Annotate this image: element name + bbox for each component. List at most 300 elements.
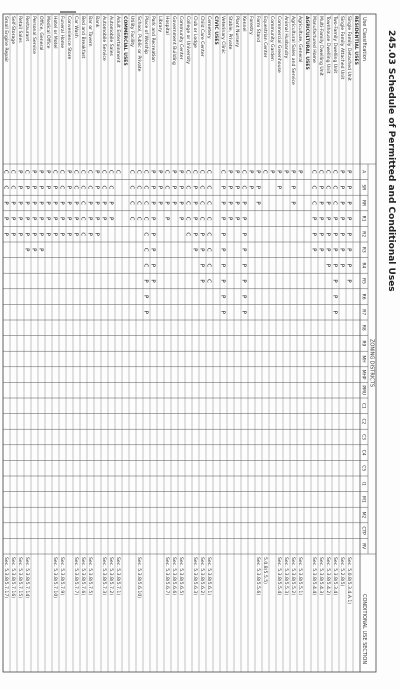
use-cell-value: P — [310, 248, 317, 252]
district-label-c5: C5 — [360, 465, 366, 472]
use-cell-value: C — [100, 185, 107, 190]
district-label-rr: RR — [360, 199, 366, 207]
use-cell-value: C — [198, 169, 205, 174]
use-cell-value: C — [2, 169, 9, 174]
use-cell-value: C — [205, 169, 212, 174]
use-cell-value: C — [135, 169, 142, 174]
use-cell-value: C — [184, 169, 191, 174]
use-cell-value: P — [191, 185, 198, 190]
use-cell-value: P — [72, 232, 79, 236]
use-cell-value: C — [100, 169, 107, 174]
use-cell-value: P — [331, 216, 338, 221]
district-label-a: A — [360, 170, 366, 174]
use-cell-value: P — [198, 263, 205, 268]
use-cell-value: P — [338, 216, 345, 221]
conditional-use-section-ref: Sec. 5.3.8(5.5.4) — [275, 557, 281, 596]
use-cell-value: P — [219, 279, 226, 283]
use-cell-value: C — [128, 201, 135, 205]
use-label: Two-Family Dwelling Unit — [331, 16, 337, 74]
use-cell-value: C — [51, 169, 58, 174]
use-cell-value: P — [226, 170, 233, 174]
conditional-use-section-ref: 5.0.8(5.5.5) — [261, 557, 267, 584]
use-cell-value: P — [44, 185, 51, 190]
use-label: RESIDENTIAL USES — [352, 16, 358, 65]
use-cell-value: P — [51, 201, 58, 205]
use-cell-value: P — [2, 201, 9, 205]
use-cell-value: P — [331, 310, 338, 314]
use-cell-value: C — [128, 169, 135, 174]
district-label-r3: R3 — [360, 246, 366, 253]
use-cell-value: P — [65, 185, 72, 190]
use-cell-value: P — [345, 170, 352, 174]
use-cell-value: P — [317, 216, 324, 221]
use-label: Club or Lodge — [191, 16, 197, 48]
use-cell-value: P — [149, 216, 156, 221]
use-cell-value: P — [16, 201, 23, 205]
district-label-r6: R6 — [360, 293, 366, 300]
use-label: Community Center — [177, 16, 183, 60]
use-cell-value: P — [198, 248, 205, 252]
use-cell-value: P — [2, 232, 9, 236]
use-cell-value: P — [72, 201, 79, 205]
district-label-r5: R5 — [360, 278, 366, 284]
use-cell-value: P — [16, 185, 23, 190]
document-title: 245.03 Schedule of Permitted and Conditional Uses — [386, 30, 396, 292]
use-cell-value: P — [198, 279, 205, 283]
use-label: Funeral Home — [58, 16, 64, 49]
use-cell-value: P — [345, 263, 352, 268]
use-cell-value: P — [37, 170, 44, 174]
use-cell-value: P — [226, 216, 233, 221]
use-label: Automobile Sales — [107, 16, 113, 56]
district-label-c4: C4 — [360, 449, 366, 456]
use-cell-value: P — [72, 216, 79, 221]
use-cell-value: P — [23, 216, 30, 221]
use-cell-value: P — [338, 185, 345, 190]
use-label: Library — [156, 16, 162, 33]
use-cell-value: P — [310, 232, 317, 236]
use-cell-value: P — [310, 216, 317, 221]
use-cell-value: C — [331, 169, 338, 174]
conditional-use-section-ref: Sec. 5.3.8(5.6.6) — [170, 557, 176, 596]
use-cell-value: C — [163, 185, 170, 190]
use-cell-value: P — [93, 201, 100, 205]
use-cell-value: P — [233, 216, 240, 221]
use-label: Self-Storage — [9, 16, 15, 45]
conditional-use-section-ref: Sec. 5.3.8(5.5.6) — [254, 557, 260, 596]
use-cell-value: P — [338, 170, 345, 174]
use-label: Animal Husbandry — [282, 16, 288, 59]
use-cell-value: P — [177, 185, 184, 190]
use-cell-value: C — [261, 169, 268, 174]
district-label-r1: R1 — [360, 215, 366, 222]
use-cell-value: P — [324, 263, 331, 268]
use-cell-value: P — [233, 185, 240, 190]
use-cell-value: P — [289, 170, 296, 174]
use-cell-value: P — [23, 232, 30, 236]
use-cell-value: C — [114, 169, 121, 174]
use-cell-value: P — [37, 185, 44, 190]
use-label: Car Wash — [72, 16, 78, 38]
use-cell-value: P — [58, 232, 65, 236]
use-cell-value: P — [58, 201, 65, 205]
use-cell-value: C — [163, 169, 170, 174]
use-cell-value: P — [93, 185, 100, 190]
use-cell-value: C — [310, 169, 317, 174]
use-cell-value: P — [338, 232, 345, 236]
use-cell-value: C — [142, 232, 149, 237]
use-cell-value: C — [142, 247, 149, 252]
conditional-use-section-ref: Sec. 5.3.8(5.6.2) — [198, 557, 204, 596]
use-cell-value: P — [177, 170, 184, 174]
use-cell-value: P — [338, 201, 345, 205]
use-cell-value: P — [142, 279, 149, 283]
use-cell-value: P — [65, 201, 72, 205]
conditional-use-section-ref: Sec. 5.3.8(5.3.4) — [331, 557, 337, 596]
district-label-c1: C1 — [360, 402, 366, 409]
district-label-r4: R4 — [360, 262, 366, 269]
use-cell-value: C — [205, 232, 212, 237]
use-cell-value: P — [149, 170, 156, 174]
conditional-use-section-header: CONDITIONAL USE SECTION — [361, 594, 367, 665]
use-label: Community Garden — [268, 16, 274, 61]
use-cell-value: P — [331, 279, 338, 283]
conditional-use-section-ref: Sec. 5.3.8(5.7.7) — [72, 557, 78, 596]
use-label: Cemetery — [205, 16, 211, 39]
use-cell-value: P — [226, 201, 233, 205]
use-label: Farm Stand — [254, 16, 260, 43]
conditional-use-section-ref: Sec. 5.3.8(5.5.3) — [282, 557, 288, 596]
use-cell-value: P — [149, 279, 156, 283]
use-cell-value: C — [79, 232, 86, 237]
use-cell-value: P — [233, 201, 240, 205]
use-cell-value: P — [149, 185, 156, 190]
use-label: Single Family Attached Unit — [338, 16, 344, 80]
use-cell-value: P — [51, 216, 58, 221]
use-cell-value: P — [86, 201, 93, 205]
use-cell-value: P — [324, 216, 331, 221]
use-cell-value: P — [219, 201, 226, 205]
use-cell-value: P — [282, 170, 289, 174]
use-cell-value: C — [142, 201, 149, 205]
use-cell-value: P — [156, 185, 163, 190]
use-label: Medical Office — [44, 16, 50, 49]
use-cell-value: C — [331, 185, 338, 190]
conditional-use-section-ref: Sec. 5.3.8(5.6.1) — [205, 557, 211, 596]
use-cell-value: C — [107, 185, 114, 190]
use-cell-value: P — [254, 170, 261, 174]
use-cell-value: C — [184, 185, 191, 190]
use-cell-value: P — [338, 263, 345, 268]
use-cell-value: C — [135, 216, 142, 221]
use-cell-value: P — [51, 185, 58, 190]
district-label-m1: M1 — [360, 496, 366, 503]
use-label: Park and Recreation — [149, 16, 155, 63]
district-label-r9: R9 — [360, 340, 366, 347]
use-cell-value: P — [44, 201, 51, 205]
use-cell-value: C — [205, 279, 212, 283]
use-cell-value: P — [226, 185, 233, 190]
use-cell-value: P — [170, 201, 177, 205]
use-cell-value: P — [16, 216, 23, 221]
use-cell-value: P — [219, 248, 226, 252]
use-cell-value: P — [275, 170, 282, 174]
conditional-use-section-ref: Sec. 5.3.8(5.7.10) — [51, 557, 57, 599]
use-cell-value: C — [240, 169, 247, 174]
use-cell-value: P — [191, 216, 198, 221]
use-label: COMMERCIAL USES — [121, 16, 127, 66]
use-cell-value: C — [184, 232, 191, 237]
use-cell-value: P — [240, 279, 247, 283]
use-cell-value: C — [184, 216, 191, 221]
use-label: Small Engine Repair — [2, 16, 8, 63]
use-cell-value: C — [86, 185, 93, 190]
use-label: Townhouse Dwelling Unit — [324, 16, 330, 74]
use-cell-value: P — [240, 263, 247, 268]
conditional-use-section-ref: Sec. 5.3.8(5.7.5) — [86, 557, 92, 596]
use-cell-value: P — [345, 201, 352, 205]
use-cell-value: P — [289, 185, 296, 190]
use-cell-value: P — [30, 248, 37, 252]
conditional-use-section-ref: Sec. 5.3.8(5.7.15) — [16, 557, 22, 599]
conditional-use-section-ref: Sec. 5.3.8(5.4.4) — [310, 557, 316, 596]
use-cell-value: P — [219, 310, 226, 314]
use-cell-value: P — [275, 185, 282, 190]
use-cell-value: P — [65, 232, 72, 236]
use-cell-value: C — [317, 169, 324, 174]
use-cell-value: C — [198, 185, 205, 190]
use-label: Government Building — [170, 16, 176, 65]
use-cell-value: C — [184, 201, 191, 205]
district-label-mh: MH — [360, 355, 366, 363]
use-label: Multi-Family Dwelling Unit — [317, 16, 323, 76]
use-label: CIVIC USES — [212, 16, 218, 45]
use-cell-value: P — [219, 216, 226, 221]
use-cell-value: P — [30, 185, 37, 190]
use-label: Restaurant — [23, 16, 29, 42]
use-cell-value: C — [72, 185, 79, 190]
use-cell-value: P — [268, 170, 275, 174]
conditional-use-section-ref: Sec. 5.3.8(5.6.3) — [191, 557, 197, 596]
use-cell-value: C — [142, 216, 149, 221]
use-cell-value: P — [156, 170, 163, 174]
conditional-use-section-ref: Sec. 5.3.8(5.7.1) — [114, 557, 120, 596]
conditional-use-section-ref: Sec. 5.3.8(5.4.3) — [317, 557, 323, 596]
use-cell-value: C — [205, 185, 212, 190]
use-cell-value: C — [9, 185, 16, 190]
district-label-r8: R8 — [360, 324, 366, 331]
use-cell-value: P — [317, 248, 324, 252]
use-label: Personal Service — [30, 16, 36, 54]
use-cell-value: P — [240, 294, 247, 299]
use-cell-value: P — [324, 232, 331, 236]
use-cell-value: P — [219, 263, 226, 268]
use-cell-value: P — [23, 185, 30, 190]
use-cell-value: P — [331, 232, 338, 236]
use-cell-value: C — [58, 185, 65, 190]
use-cell-value: C — [23, 169, 30, 174]
conditional-use-section-ref: Sec. 5.3.8(5.7.17) — [2, 557, 8, 599]
use-cell-value: C — [198, 201, 205, 205]
use-cell-value: P — [240, 232, 247, 236]
district-label-i1: I1 — [360, 481, 366, 486]
use-cell-value: P — [37, 232, 44, 236]
use-cell-value: C — [331, 201, 338, 205]
use-cell-value: C — [2, 185, 9, 190]
use-cell-value: P — [345, 185, 352, 190]
use-cell-value: P — [317, 232, 324, 236]
use-cell-value: C — [205, 247, 212, 252]
use-cell-value: P — [37, 248, 44, 252]
use-cell-value: P — [16, 170, 23, 174]
district-label-pmu: PMU — [360, 385, 366, 396]
use-cell-value: P — [247, 185, 254, 190]
use-cell-value: P — [331, 248, 338, 252]
use-label: Adult Entertainment — [114, 16, 120, 63]
use-label: Bar or Tavern — [86, 16, 92, 47]
use-cell-value: C — [9, 169, 16, 174]
use-cell-value: P — [30, 232, 37, 236]
use-cell-value: P — [240, 248, 247, 252]
conditional-use-section-ref: Sec. 5.3.8(5.6.7) — [163, 557, 169, 596]
use-label: Agriculture, General — [296, 16, 302, 63]
use-cell-value: C — [142, 169, 149, 174]
district-label-mhp: MHP — [360, 369, 366, 380]
conditional-use-section-ref: Sec. 5.3.8(5.6.10) — [135, 557, 141, 599]
use-cell-value: P — [345, 248, 352, 252]
use-label: Convenience Store — [65, 16, 71, 60]
use-cell-value: P — [177, 201, 184, 205]
district-label-ctp: CTP — [360, 526, 366, 535]
use-cell-value: P — [30, 201, 37, 205]
use-cell-value: P — [44, 216, 51, 221]
use-cell-value: P — [296, 170, 303, 174]
conditional-use-section-ref: Sec. 5.3.8(5.7.3) — [100, 557, 106, 596]
conditional-use-section-ref: Sec. 5.3.8(5.4.2) — [324, 557, 330, 596]
district-label-rv: RV — [360, 543, 366, 550]
use-cell-value: P — [219, 232, 226, 236]
use-cell-value: P — [324, 201, 331, 205]
use-label: Bank — [93, 16, 99, 28]
use-label: Agricultural Sales and Service — [289, 16, 295, 85]
use-label: Manufactured Home — [310, 16, 316, 63]
use-label: Kennel — [240, 16, 246, 32]
use-cell-value: C — [86, 169, 93, 174]
use-cell-value: P — [149, 201, 156, 205]
use-label: Hospital — [163, 16, 169, 35]
use-label: Veterinary Clinic — [219, 16, 225, 54]
use-label: Retail Sales — [16, 16, 22, 43]
use-cell-value: P — [149, 232, 156, 236]
use-cell-value: C — [205, 216, 212, 221]
use-cell-value: P — [191, 232, 198, 236]
conditional-use-section-ref: Sec. 5.0.8(5.3.4.A.1) — [345, 557, 351, 605]
use-cell-value: P — [240, 216, 247, 221]
use-cell-value: P — [65, 216, 72, 221]
use-cell-value: P — [170, 185, 177, 190]
use-cell-value: C — [79, 216, 86, 221]
conditional-use-section-ref: Sec. 5.3.8(5.5.2) — [289, 557, 295, 596]
use-cell-value: P — [156, 201, 163, 205]
use-cell-value: P — [219, 294, 226, 299]
use-cell-value: C — [310, 185, 317, 190]
use-cell-value: P — [93, 170, 100, 174]
conditional-use-section-ref: Sec. 5.3.8(5.7.6) — [79, 557, 85, 596]
use-cell-value: P — [149, 263, 156, 268]
use-cell-value: P — [100, 201, 107, 205]
use-cell-value: P — [289, 201, 296, 205]
use-cell-value: P — [198, 232, 205, 236]
district-label-m2: M2 — [360, 511, 366, 519]
use-cell-value: C — [128, 185, 135, 190]
use-cell-value: C — [58, 169, 65, 174]
use-label: Equestrian Center — [261, 16, 267, 58]
use-cell-value: P — [254, 201, 261, 205]
use-cell-value: P — [163, 201, 170, 205]
district-label-r7: R7 — [360, 309, 366, 316]
use-cell-value: P — [240, 310, 247, 314]
use-cell-value: C — [219, 169, 226, 174]
use-cell-value: C — [191, 169, 198, 174]
use-cell-value: P — [331, 294, 338, 299]
conditional-use-section-ref: Sec. 5.3.8(5.7.16) — [9, 557, 15, 599]
use-cell-value: P — [100, 216, 107, 221]
use-cell-value: P — [191, 248, 198, 252]
use-cell-value: P — [107, 216, 114, 221]
use-label: Place of Worship — [142, 16, 148, 55]
use-cell-value: C — [310, 201, 317, 205]
use-label: AGRICULTURAL USES — [303, 16, 309, 70]
use-cell-value: P — [191, 201, 198, 205]
use-cell-value: C — [324, 169, 331, 174]
use-label: Automobile Service — [100, 16, 106, 61]
zoning-districts-header: ZONING DISTRICTS — [368, 339, 375, 388]
use-cell-value: P — [30, 170, 37, 174]
district-label-c3: C3 — [360, 434, 366, 440]
use-cell-value: P — [44, 232, 51, 236]
use-cell-value: C — [198, 216, 205, 221]
use-cell-value: C — [205, 263, 212, 268]
use-label: Bed and Breakfast — [79, 16, 85, 59]
use-cell-value: P — [107, 201, 114, 205]
use-cell-value: P — [149, 248, 156, 252]
use-cell-value: P — [86, 216, 93, 221]
use-cell-value: P — [9, 232, 16, 236]
use-cell-value: P — [2, 216, 9, 221]
use-cell-value: P — [30, 216, 37, 221]
use-label: Hotel or Motel — [51, 16, 57, 49]
conditional-use-section-ref: Sec. 5.3.8(5.7.14) — [23, 557, 29, 599]
conditional-use-section-ref: Sec. 5.2.8(5) — [338, 557, 344, 587]
use-cell-value: C — [79, 201, 86, 205]
use-cell-value: C — [128, 216, 135, 221]
use-cell-value: C — [205, 201, 212, 205]
district-label-c2: C2 — [360, 418, 366, 425]
use-cell-value: P — [23, 201, 30, 205]
use-cell-value: P — [163, 216, 170, 221]
use-cell-value: P — [16, 232, 23, 236]
use-cell-value: P — [177, 216, 184, 221]
use-cell-value: P — [338, 248, 345, 252]
use-cell-value: P — [142, 310, 149, 314]
use-cell-value: P — [240, 201, 247, 205]
use-cell-value: P — [233, 170, 240, 174]
conditional-use-section-ref: Sec. 5.3.8(5.6.5) — [177, 557, 183, 596]
use-label: Commercial Greenhouse — [275, 16, 281, 73]
use-cell-value: P — [44, 170, 51, 174]
use-cell-value: P — [142, 294, 149, 299]
conditional-use-section-ref: Sec. 5.3.8(5.7.9) — [58, 557, 64, 596]
